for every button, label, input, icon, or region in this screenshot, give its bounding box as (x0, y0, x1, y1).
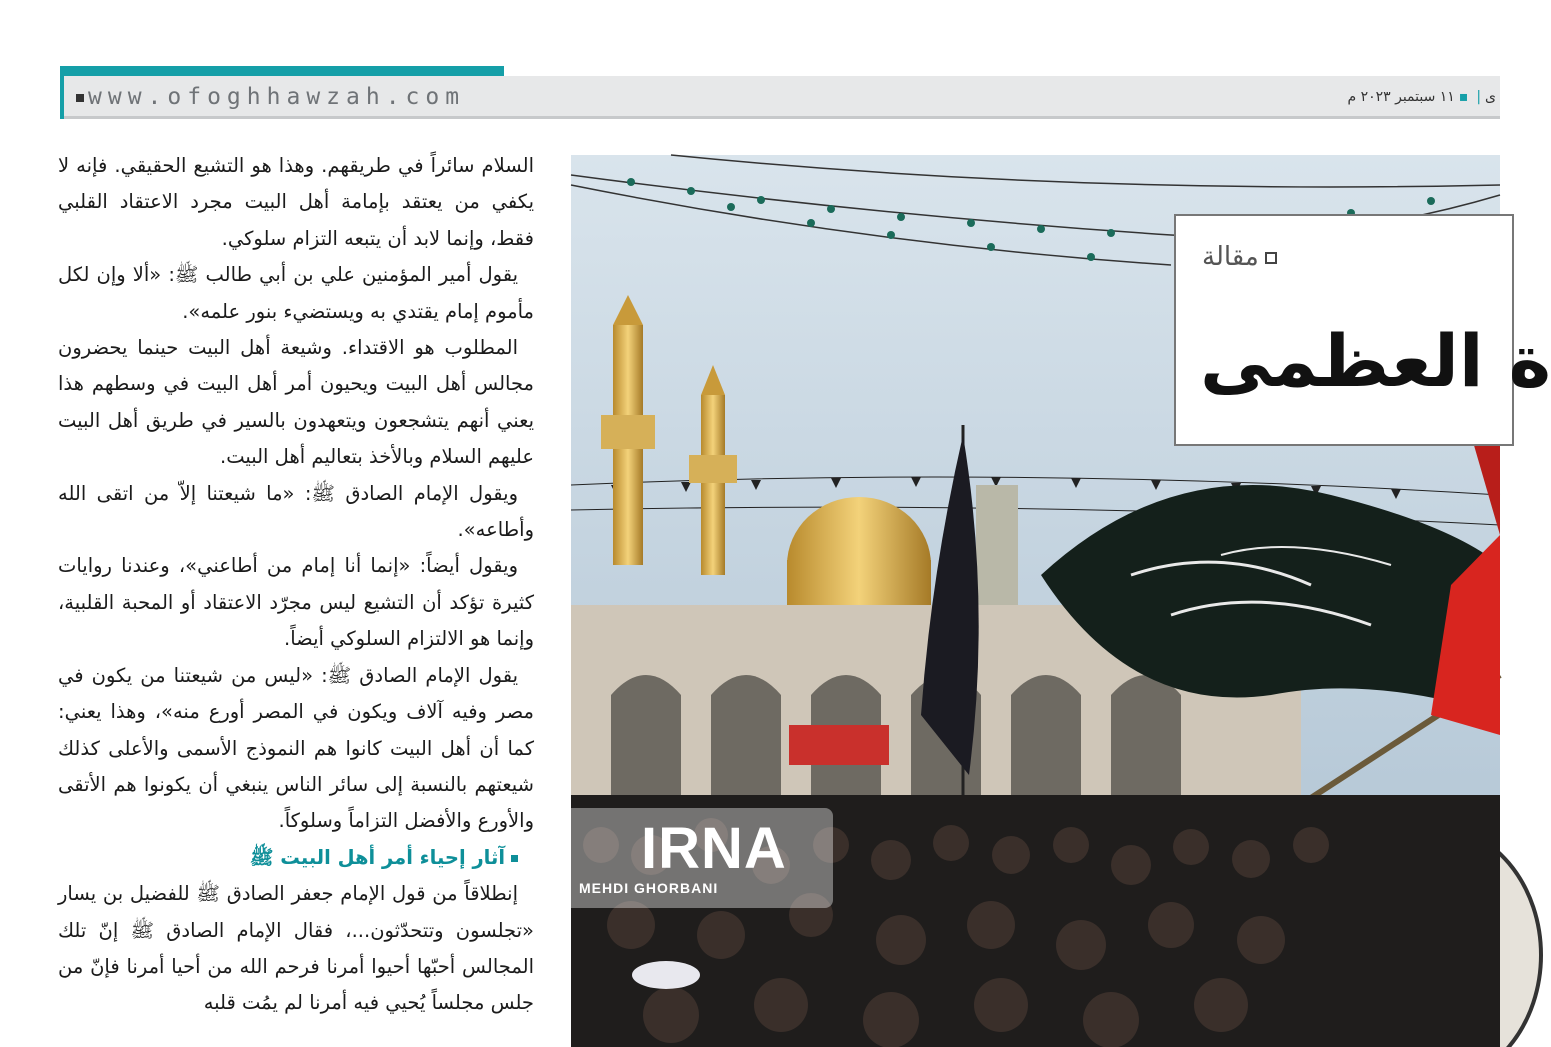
article-paragraph: المطلوب هو الاقتداء. وشيعة أهل البيت حينما يحضرون مجالس أهل البيت ويحيون أمر أهل البيت في وسطهم هذا يعني أنهم يتشجعون ويتعهدون بالسير في طريق أهل البيت عليهم السلام وبالأخذ بتعاليم أهل البيت. (58, 336, 534, 469)
article-paragraph: إنطلاقاً من قول الإمام جعفر الصادق ﷺ للفضيل بن يسار «تجلسون وتتحدّثون...، فقال الإمام الصادق ﷺ إنّ تلك المجالس أحبّها أحيوا أمرنا فرحم الله من أحيا أمرنا فإنّ من جلس مجلساً يُحيي فيه أمرنا لم يمُت قلبه (58, 882, 534, 1015)
article-headline: ة العظمى (1200, 319, 1551, 403)
issue-prefix: ی (1485, 89, 1496, 105)
article-paragraph: ويقول الإمام الصادق ﷺ: «ما شيعتنا إلاّ من اتقى الله وأطاعه». (58, 481, 534, 542)
square-bullet-icon (1265, 252, 1277, 264)
section-label-text: مقالة (1202, 242, 1259, 272)
article-text-column (58, 148, 534, 1022)
article-paragraph: يقول أمير المؤمنين علي بن أبي طالب ﷺ: «ألا وإن لكل مأموم إمام يقتدي به ويستضيء بنور علمه». (58, 263, 534, 323)
article-paragraph: يقول الإمام الصادق ﷺ: «ليس من شيعتنا من يكون في مصر وفيه آلاف ويكون في المصر أورع منه»، وهذا يعني: كما أن أهل البيت كانوا هم النموذج الأسمى والأعلى كذلك شيعتهم بالنسبة إلى سائر الناس ينبغي أن يكونوا هم الأتقى والأورع والأفضل التزاماً وسلوكاً. (58, 663, 534, 833)
section-label (1202, 242, 1277, 272)
photo-credit: MEHDI GHORBANI (579, 880, 719, 896)
site-url[interactable] (76, 82, 465, 112)
watermark-logo-text: IRNA (641, 816, 787, 881)
header-accent-stripe (60, 66, 504, 76)
issue-date: ی|▪۱۱ سبتمبر ۲۰۲۳ م (1347, 89, 1496, 105)
photo-watermark (571, 808, 833, 908)
header-left-edge (60, 76, 64, 119)
square-bullet-icon (76, 94, 84, 102)
section-subheading (58, 840, 534, 876)
article-paragraph: السلام سائراً في طريقهم. وهذا هو التشيع الحقيقي. فإنه لا يكفي من يعتقد بإمامة أهل البيت مجرد الاعتقاد القلبي فقط، وإنما لابد أن يتبعه التزام سلوكي. (58, 154, 534, 250)
article-title-box (1174, 214, 1551, 446)
square-bullet-icon (511, 855, 518, 862)
site-url-text[interactable]: www.ofoghhawzah.com (88, 84, 466, 110)
issue-date-text: ۱۱ سبتمبر ۲۰۲۳ م (1347, 89, 1455, 105)
subheading-text: آثار إحياء أمر أهل البيت ﷺ (249, 845, 505, 869)
article-paragraph: ويقول أيضاً: «إنما أنا إمام من أطاعني»، وعندنا روايات كثيرة تؤكد أن التشيع ليس مجرّد الاعتقاد أو المحبة القلبية، وإنما هو الالتزام السلوكي أيضاً. (58, 554, 534, 651)
